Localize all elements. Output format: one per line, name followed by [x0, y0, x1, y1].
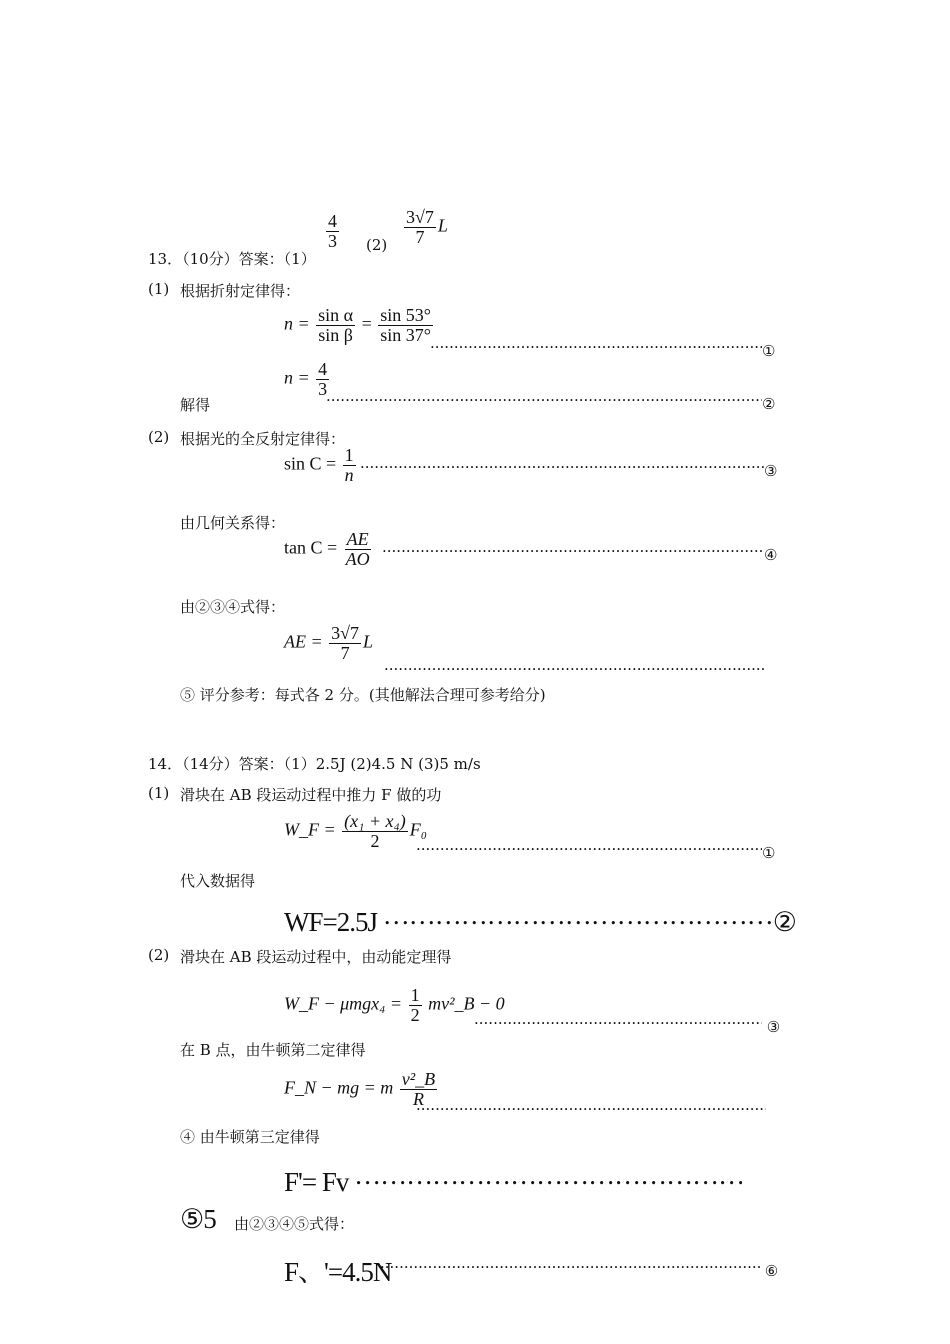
- q14-header: 14．（14分）答案：（1）2.5J (2)4.5 N (3)5 m/s: [148, 755, 481, 773]
- q13-solve-label: 解得: [180, 396, 211, 414]
- q14-part1-label: (1): [148, 784, 170, 802]
- q14-equation-2: WF=2.5J …………………………………………………………………… ②: [284, 900, 796, 938]
- q14-equation-6-leader: ····· ⑥: [380, 1258, 778, 1280]
- q13-part1-text: 根据折射定律得：: [180, 282, 301, 300]
- q14-equation-5-mark: ⑤5: [180, 1204, 216, 1234]
- q14-equation-3-leader: ····· ③: [474, 1014, 780, 1036]
- q13-answer2: $\frac{3√7}{7}$ L: [406, 207, 448, 247]
- q13-equation-3-leader: ····· ③: [360, 458, 777, 480]
- q13-equation-3: sin C = $\frac{1}{n}$: [284, 445, 354, 485]
- q13-combine-text: 由②③④式得：: [180, 598, 286, 616]
- q14-point-b-text: 在 B 点，由牛顿第二定律得: [180, 1041, 366, 1059]
- q13-header: 13．（10分）答案：（1）: [148, 250, 316, 268]
- q13-scoring-note: ⑤ 评分参考：每式各 2 分。(其他解法合理可参考给分): [180, 686, 546, 704]
- q13-geometry-text: 由几何关系得：: [180, 514, 286, 532]
- q13-equation-4: tan C = $\frac{AE}{AO}$: [284, 529, 370, 569]
- q14-third-law-text: ④ 由牛顿第三定律得: [180, 1128, 320, 1146]
- q13-part1-label: (1): [148, 280, 170, 298]
- q14-equation-4-leader: [416, 1100, 766, 1122]
- q14-part2-label: (2): [148, 946, 170, 964]
- q14-equation-6: F、'=4.5N: [284, 1257, 392, 1287]
- q13-equation-5: AE = $\frac{3√7}{7}$ L: [284, 623, 374, 663]
- q13-part2-label: (2): [148, 428, 170, 446]
- q13-answer2-label: (2): [366, 236, 388, 254]
- q14-equation-4: F_N − mg = m $\frac{\text{v²\_B}}{R}$: [284, 1069, 436, 1109]
- q13-equation-2-leader: ····· ②: [326, 391, 775, 413]
- q13-equation-2: n = $\frac{4}{3}$: [284, 359, 328, 399]
- q14-equation-1-leader: ·····①: [416, 840, 775, 862]
- q14-substitute-text: 代入数据得: [180, 872, 256, 890]
- q14-part2-text: 滑块在 AB 段运动过程中，由动能定理得: [180, 948, 452, 966]
- q14-equation-3: W_F − μmgx₄ = $\frac{1}{2}$ mv²_B − 0: [284, 985, 505, 1025]
- q14-equation-1: W_F = $\frac{\text{(x₁ + x₄)}}{2}$ F₀: [284, 811, 428, 851]
- q13-equation-1: n = $\frac{\text{sin α}}{\text{sin β}}$ = $\frac{\sin 53^\circ}{\sin 37^\circ}$: [284, 305, 431, 345]
- q14-combine-text: 由②③④⑤式得：: [234, 1215, 355, 1233]
- q13-answer1: $\frac{4}{3}$: [328, 211, 337, 251]
- q13-equation-4-leader: ····· ④: [382, 542, 777, 564]
- q13-equation-5-leader: [384, 660, 764, 682]
- q14-part1-text: 滑块在 AB 段运动过程中推力 F 做的功: [180, 786, 442, 804]
- q13-part2-text: 根据光的全反射定律得：: [180, 430, 346, 448]
- q13-equation-1-leader: ·····①: [430, 338, 775, 360]
- q14-equation-5: F'= Fv ……………………………………………………………………: [284, 1160, 742, 1198]
